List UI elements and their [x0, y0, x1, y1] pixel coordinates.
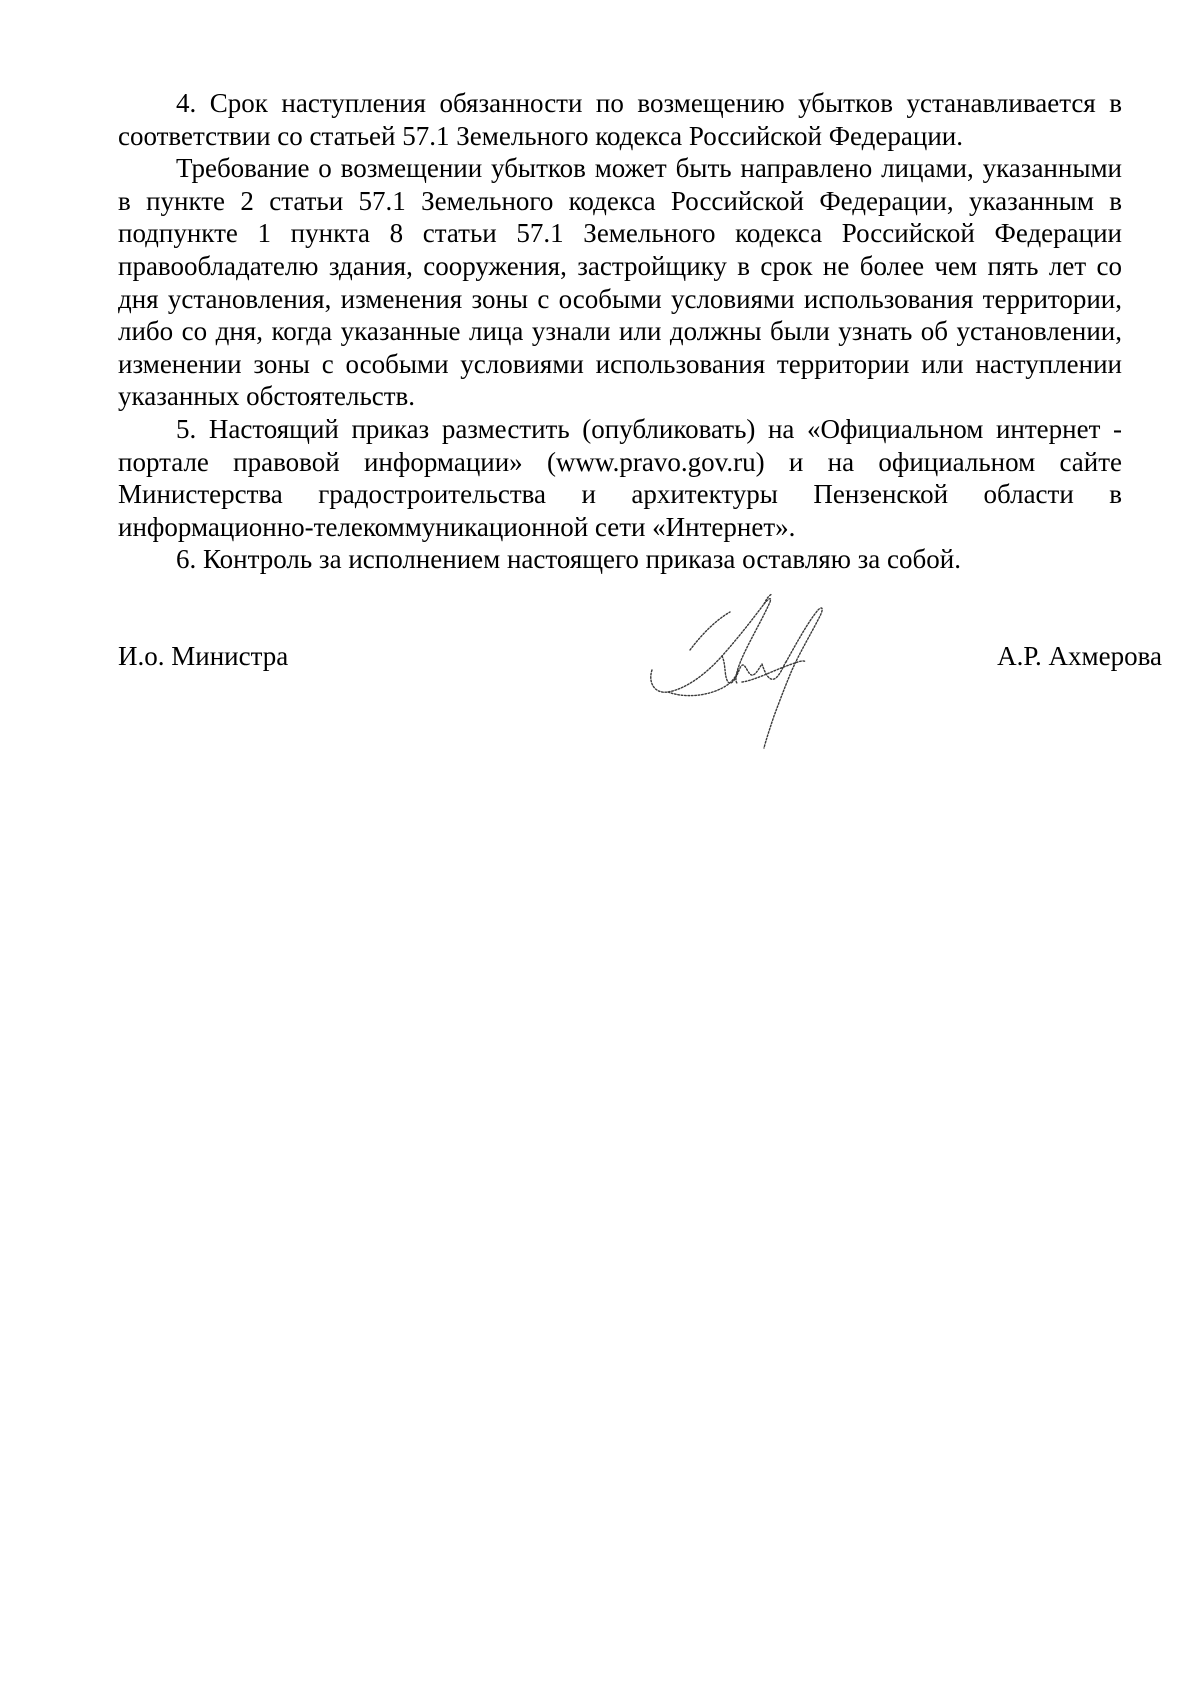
signature-block	[118, 640, 1162, 760]
handwritten-signature	[646, 590, 832, 770]
paragraph-item-6: 6. Контроль за исполнением настоящего приказа оставляю за собой.	[176, 544, 961, 575]
paragraph-item-5: 5. Настоящий приказ разместить (опубликовать) на «Официальном интернет - портале правовой информации» (www.pravo.gov.ru) и на официальном сайте Министерства градостроительства и архитектуры Пензенской области в информационно-телекоммуникационной сети «Интернет».	[118, 413, 1122, 542]
paragraph-item-4: 4. Срок наступления обязанности по возмещению убытков устанавливается в соответствии со статьей 57.1 Земельного кодекса Российской Федерации.	[118, 88, 1122, 151]
paragraph-damages-claim: Требование о возмещении убытков может быть направлено лицами, указанными в пункте 2 статьи 57.1 Земельного кодекса Российской Федерации, указанным в подпункте 1 пункта 8 статьи 57.1 Земельного кодекса Российской Федерации правообладателю здания, сооружения, застройщику в срок не более чем пять лет со дня установления, изменения зоны с особыми условиями использования территории, либо со дня, когда указанные лица узнали или должны были узнать об установлении, изменении зоны с особыми условиями использования территории или наступлении указанных обстоятельств.	[118, 153, 1122, 412]
document-body	[118, 87, 1122, 576]
signatory-name: А.Р. Ахмерова	[997, 641, 1162, 671]
signatory-title: И.о. Министра	[118, 641, 289, 671]
